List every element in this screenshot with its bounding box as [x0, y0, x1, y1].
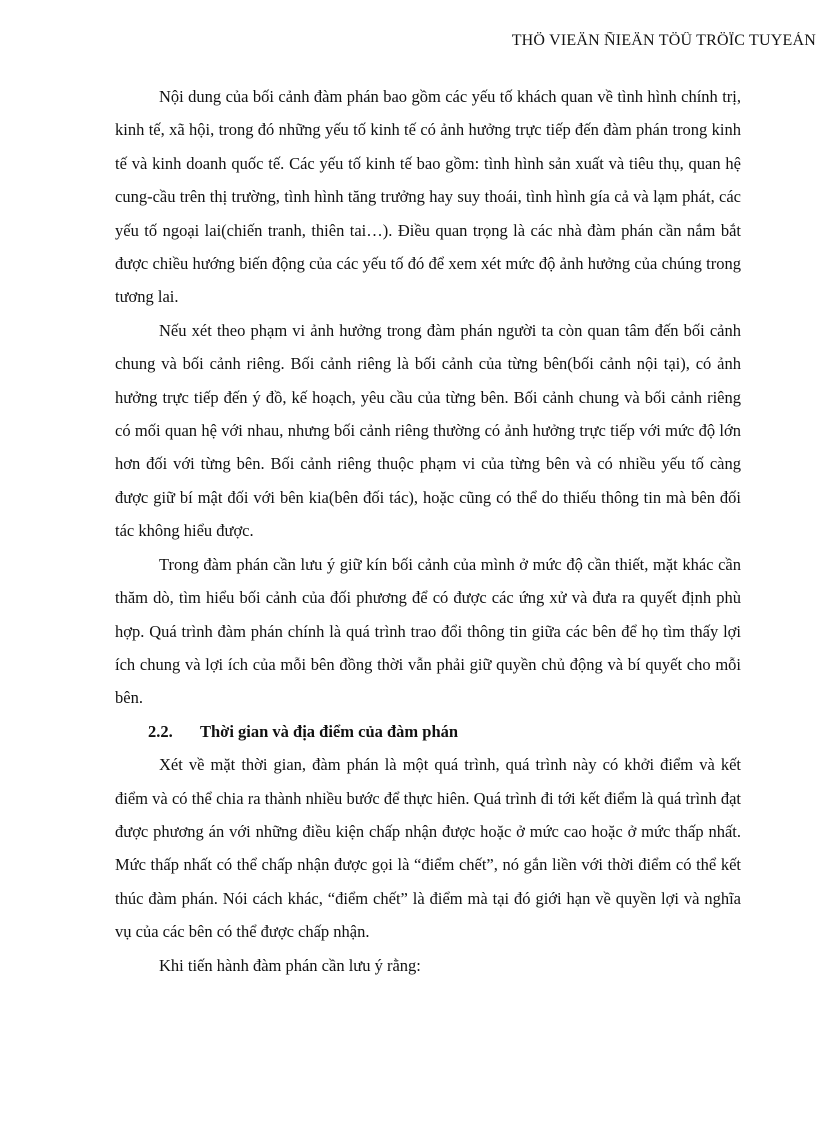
document-body	[115, 80, 741, 982]
paragraph-time-process: Xét về mặt thời gian, đàm phán là một quá trình, quá trình này có khởi điểm và kết điểm và có thể chia ra thành nhiều bước để thực hiên. Quá trình đi tới kết điểm là quá trình đạt được phương án với những điều kiện chấp nhận được hoặc ở mức cao hoặc ở mức thấp nhất. Mức thấp nhất có thể chấp nhận được gọi là “điểm chết”, nó gắn liền với thời điểm có thể kết thúc đàm phán. Nói cách khác, “điểm chết” là điểm mà tại đó giới hạn về quyền lợi và nghĩa vụ của các bên có thể được chấp nhận.	[115, 755, 741, 942]
paragraph-note-intro: Khi tiến hành đàm phán cần lưu ý rằng:	[159, 955, 421, 975]
paragraph-context-scope: Nếu xét theo phạm vi ảnh hưởng trong đàm phán người ta còn quan tâm đến bối cảnh chung và bối cảnh riêng. Bối cảnh riêng là bối cảnh của từng bên(bối cảnh nội tại), có ảnh hưởng trực tiếp đến ý đồ, kế hoạch, yêu cầu của từng bên. Bối cảnh chung và bối cảnh riêng có mối quan hệ với nhau, nhưng bối cảnh riêng thường có ảnh hưởng trực tiếp với mức độ lớn hơn đối với từng bên. Bối cảnh riêng thuộc phạm vi của từng bên và có nhiều yếu tố càng được giữ bí mật đối với bên kia(bên đối tác), hoặc cũng có thể do thiếu thông tin mà bên đối tác không hiểu được.	[115, 320, 741, 541]
section-heading	[115, 715, 741, 748]
page-header: THÖ VIEÄN ÑIEÄN TÖÛ TRÖÏC TUYEÁN	[511, 32, 816, 49]
paragraph-context-content: Nội dung của bối cảnh đàm phán bao gồm các yếu tố khách quan về tình hình chính trị, kinh tế, xã hội, trong đó những yếu tố kinh tế có ảnh hưởng trực tiếp đến đàm phán trong kinh tế và kinh doanh quốc tế. Các yếu tố kinh tế bao gồm: tình hình sản xuất và tiêu thụ, quan hệ cung-cầu trên thị trường, tình hình tăng trưởng hay suy thoái, tình hình gía cả và lạm phát, các yếu tố ngoại lai(chiến tranh, thiên tai…). Điều quan trọng là các nhà đàm phán cần nắm bắt được chiều hướng biến động của các yếu tố đó để xem xét mức độ ảnh hưởng của chúng trong tương lai.	[115, 87, 741, 307]
section-number: 2.2.	[148, 721, 173, 741]
section-title: Thời gian và địa điểm của đàm phán	[200, 721, 459, 741]
paragraph-context-confidentiality: Trong đàm phán cần lưu ý giữ kín bối cảnh của mình ở mức độ cần thiết, mặt khác cần thăm dò, tìm hiểu bối cảnh của đối phương để có được các ứng xử và đưa ra quyết định phù hợp. Quá trình đàm phán chính là quá trình trao đổi thông tin giữa các bên để họ tìm thấy lợi ích chung và lợi ích của mỗi bên đồng thời vẫn phải giữ quyền chủ động và bí quyết cho mỗi bên.	[115, 554, 741, 708]
